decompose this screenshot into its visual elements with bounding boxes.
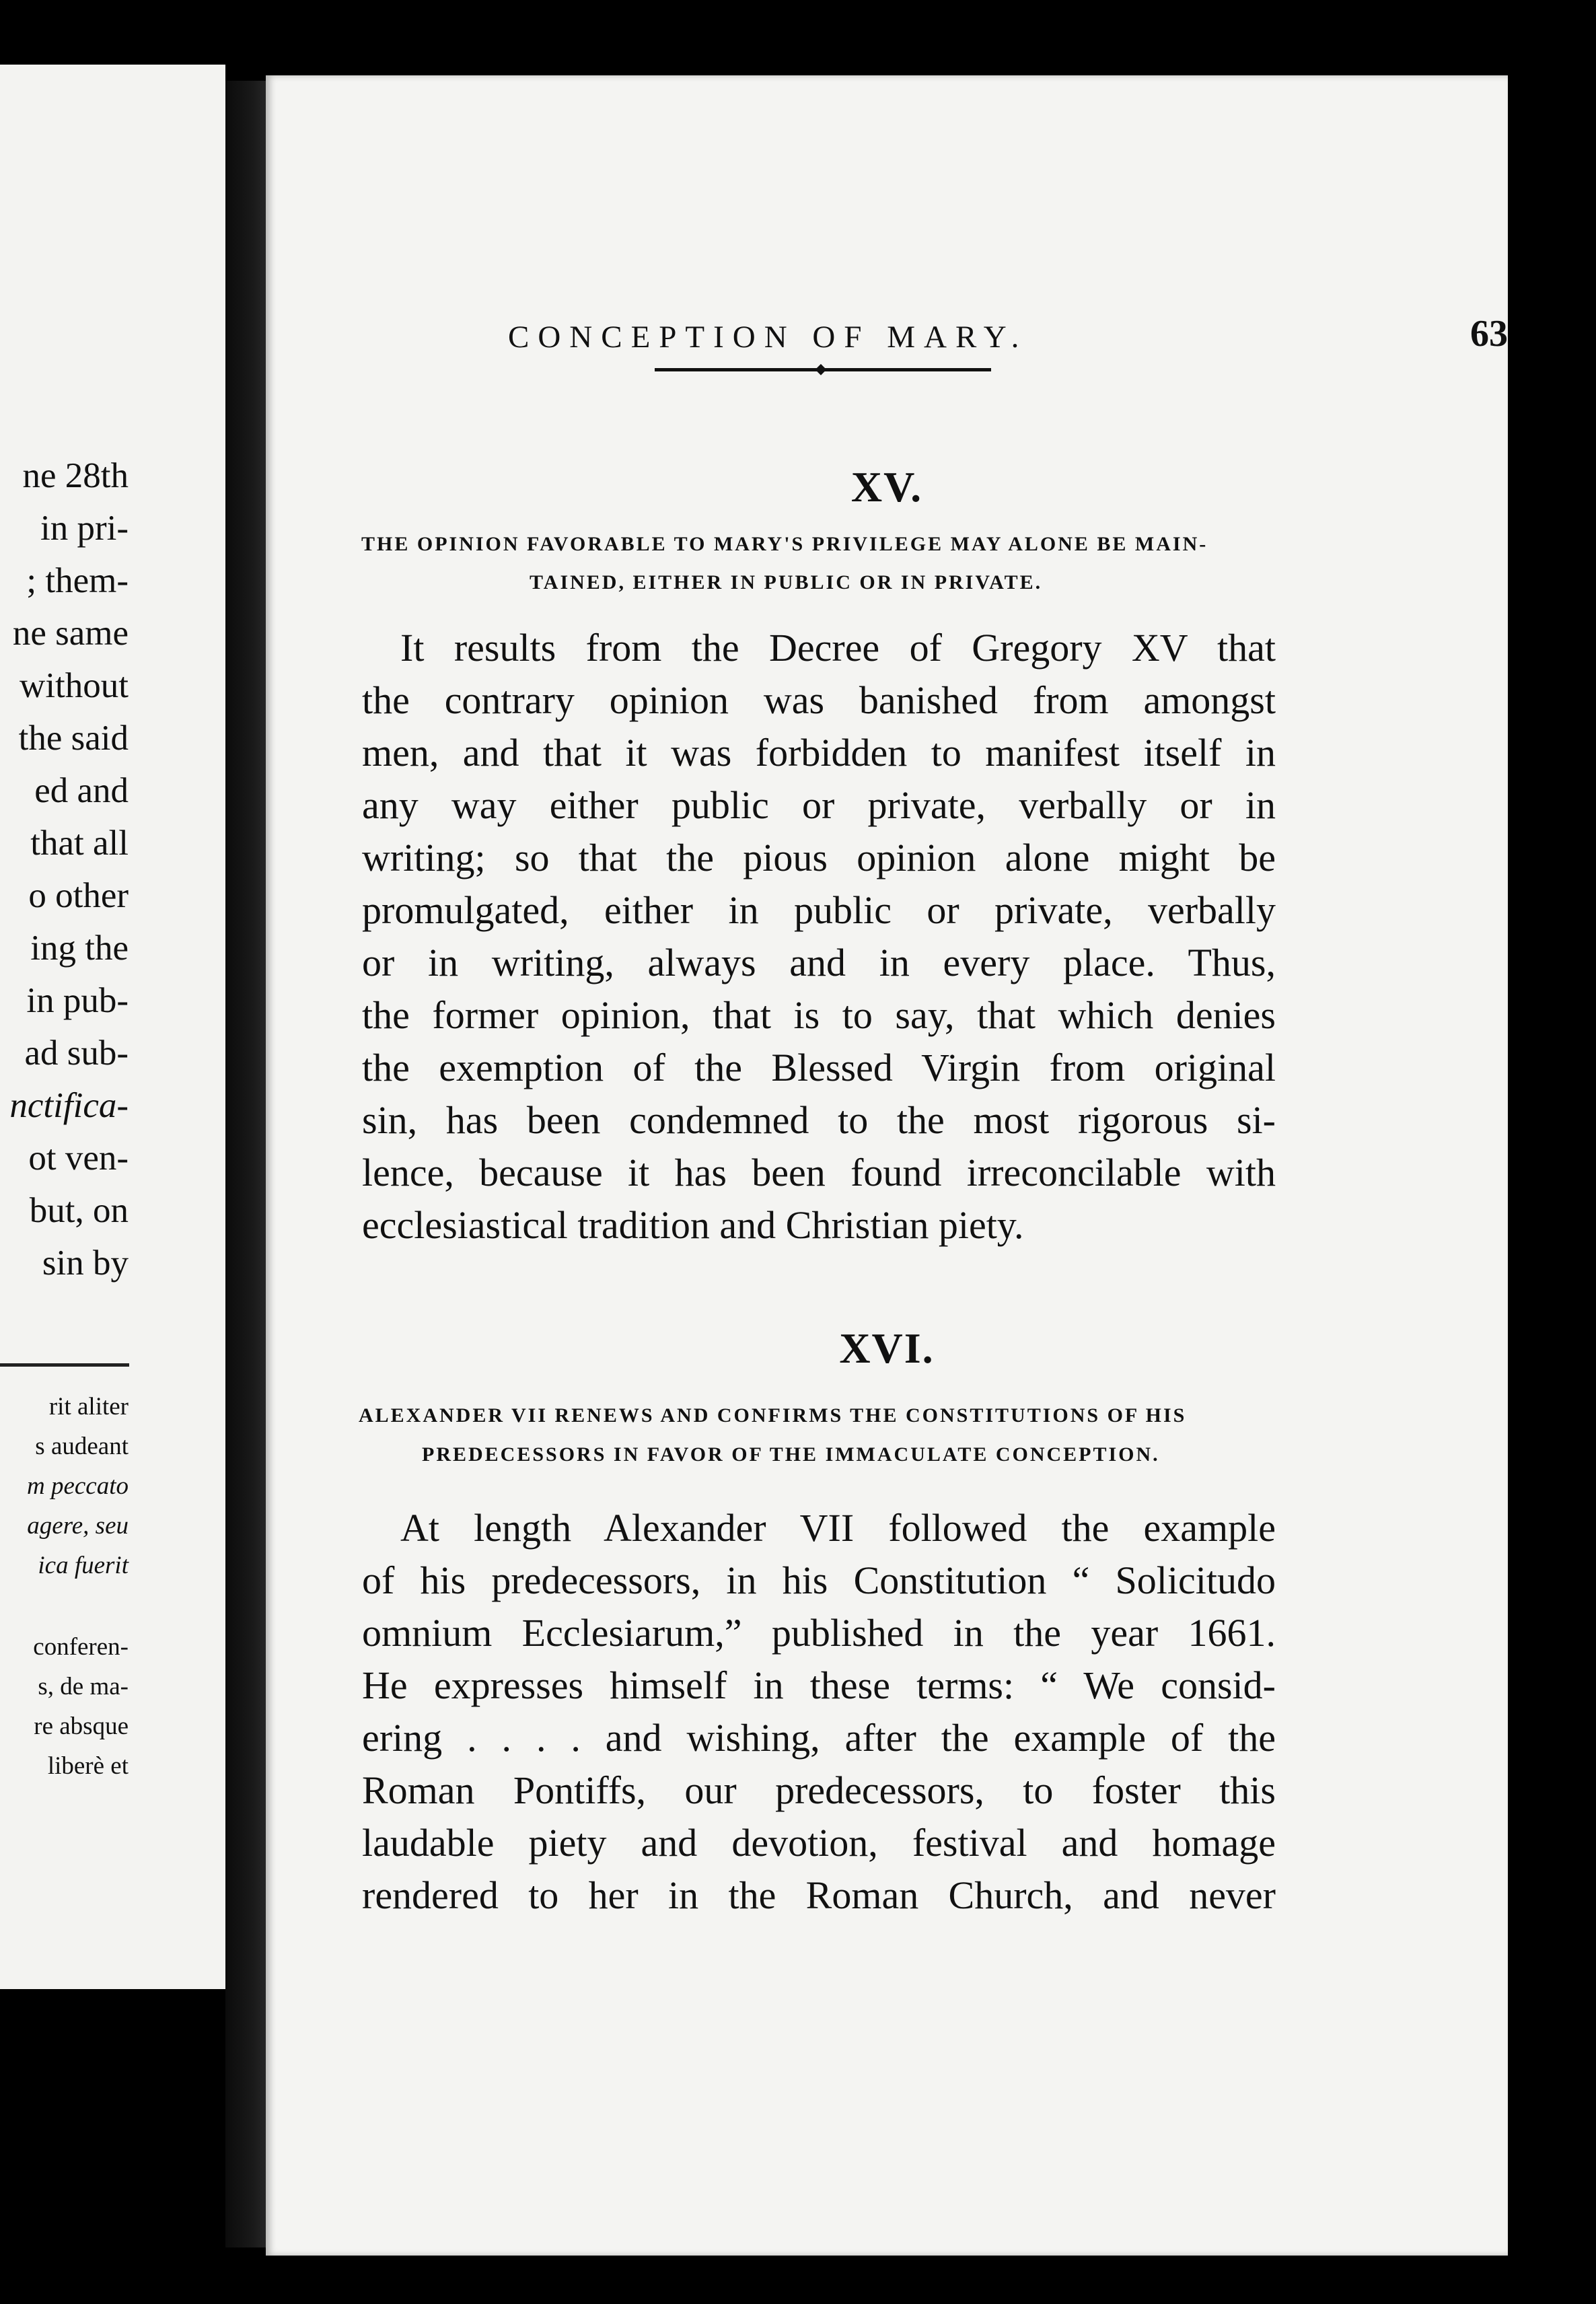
previous-page-line: ne same xyxy=(12,614,129,653)
paragraph-line: laudable piety and devotion, festival and homage xyxy=(362,1821,1276,1865)
section-number-xv: XV. xyxy=(850,463,923,511)
previous-page-line: without xyxy=(20,666,129,705)
paragraph-line: men, and that it was forbidden to manifest itself in xyxy=(362,731,1276,775)
previous-page-line: s audeant xyxy=(35,1433,129,1460)
paragraph-line: lence, because it has been found irreconcilable with xyxy=(362,1151,1276,1194)
previous-page-line: but, on xyxy=(29,1191,129,1230)
paragraph-line: ecclesiastical tradition and Christian piety. xyxy=(362,1203,1024,1247)
previous-page-line: rit aliter xyxy=(48,1393,129,1420)
footnote-rule xyxy=(0,1363,129,1367)
section-heading-line: THE OPINION FAVORABLE TO MARY'S PRIVILEGE MAY ALONE BE MAIN- xyxy=(361,533,1208,555)
page-number: 63 xyxy=(1470,313,1508,355)
previous-page-line: ; them- xyxy=(26,561,129,600)
previous-page-line: conferen- xyxy=(33,1633,129,1661)
paragraph-line: He expresses himself in these terms: “ We consid- xyxy=(362,1663,1276,1707)
paragraph-line: the exemption of the Blessed Virgin from original xyxy=(362,1046,1276,1089)
previous-page-footnote-1 xyxy=(0,1387,225,1585)
previous-page-line: that all xyxy=(30,824,129,863)
paragraph-line: ering . . . . and wishing, after the example of the xyxy=(362,1716,1276,1760)
paragraph-line: promulgated, either in public or private, verbally xyxy=(362,888,1276,932)
previous-page-line: ica fuerit xyxy=(38,1552,129,1579)
previous-page-line: ing the xyxy=(30,929,129,968)
book-page xyxy=(266,75,1508,2256)
paragraph-line: writing; so that the pious opinion alone might be xyxy=(362,836,1276,879)
paragraph-line: any way either public or private, verbally or in xyxy=(362,783,1276,827)
paragraph-line: the former opinion, that is to say, that which denies xyxy=(362,993,1276,1037)
section-number-xvi: XVI. xyxy=(839,1324,935,1372)
previous-page-body xyxy=(0,449,225,1289)
previous-page-line: agere, seu xyxy=(27,1512,129,1540)
previous-page-footnote-2 xyxy=(0,1627,225,1786)
previous-page-line: ed and xyxy=(34,771,129,810)
previous-page-line: re absque xyxy=(34,1713,129,1740)
previous-page-line: s, de ma- xyxy=(38,1673,129,1700)
previous-page-line: ot ven- xyxy=(28,1139,129,1178)
previous-page-line: liberè et xyxy=(47,1752,129,1780)
paragraph-line: It results from the Decree of Gregory XV that xyxy=(400,626,1276,670)
running-title: CONCEPTION OF MARY. xyxy=(508,320,1028,355)
paragraph-line: or in writing, always and in every place. Thus, xyxy=(362,941,1276,984)
previous-page-line: sin by xyxy=(42,1244,129,1283)
previous-page-line: m peccato xyxy=(26,1472,129,1500)
previous-page-line: the said xyxy=(18,719,129,758)
section-heading-line: ALEXANDER VII RENEWS AND CONFIRMS THE CONSTITUTIONS OF HIS xyxy=(359,1404,1187,1427)
previous-page-line: o other xyxy=(28,876,129,915)
previous-page-line: ad sub- xyxy=(24,1034,129,1073)
paragraph-line: Roman Pontiffs, our predecessors, to foster this xyxy=(362,1768,1276,1812)
previous-page-line: ne 28th xyxy=(22,456,129,495)
previous-page-fragment xyxy=(0,65,225,1989)
paragraph-line: the contrary opinion was banished from amongst xyxy=(362,678,1276,722)
section-heading-line: PREDECESSORS IN FAVOR OF THE IMMACULATE CONCEPTION. xyxy=(422,1443,1160,1466)
paragraph-line: rendered to her in the Roman Church, and never xyxy=(362,1873,1276,1917)
running-head xyxy=(508,312,1508,377)
paragraph-line: omnium Ecclesiarum,” published in the year 1661. xyxy=(362,1611,1276,1655)
paragraph-line: At length Alexander VII followed the example xyxy=(400,1506,1276,1550)
rule-ornament-icon: ◆ xyxy=(815,360,827,377)
section-heading-line: TAINED, EITHER IN PUBLIC OR IN PRIVATE. xyxy=(530,571,1043,593)
previous-page-line: in pri- xyxy=(40,509,129,548)
paragraph-line: sin, has been condemned to the most rigorous si- xyxy=(362,1098,1276,1142)
previous-page-line: nctifica- xyxy=(9,1086,129,1125)
previous-page-line: in pub- xyxy=(26,981,129,1020)
paragraph-line: of his predecessors, in his Constitution “ Solicitudo xyxy=(362,1558,1276,1602)
